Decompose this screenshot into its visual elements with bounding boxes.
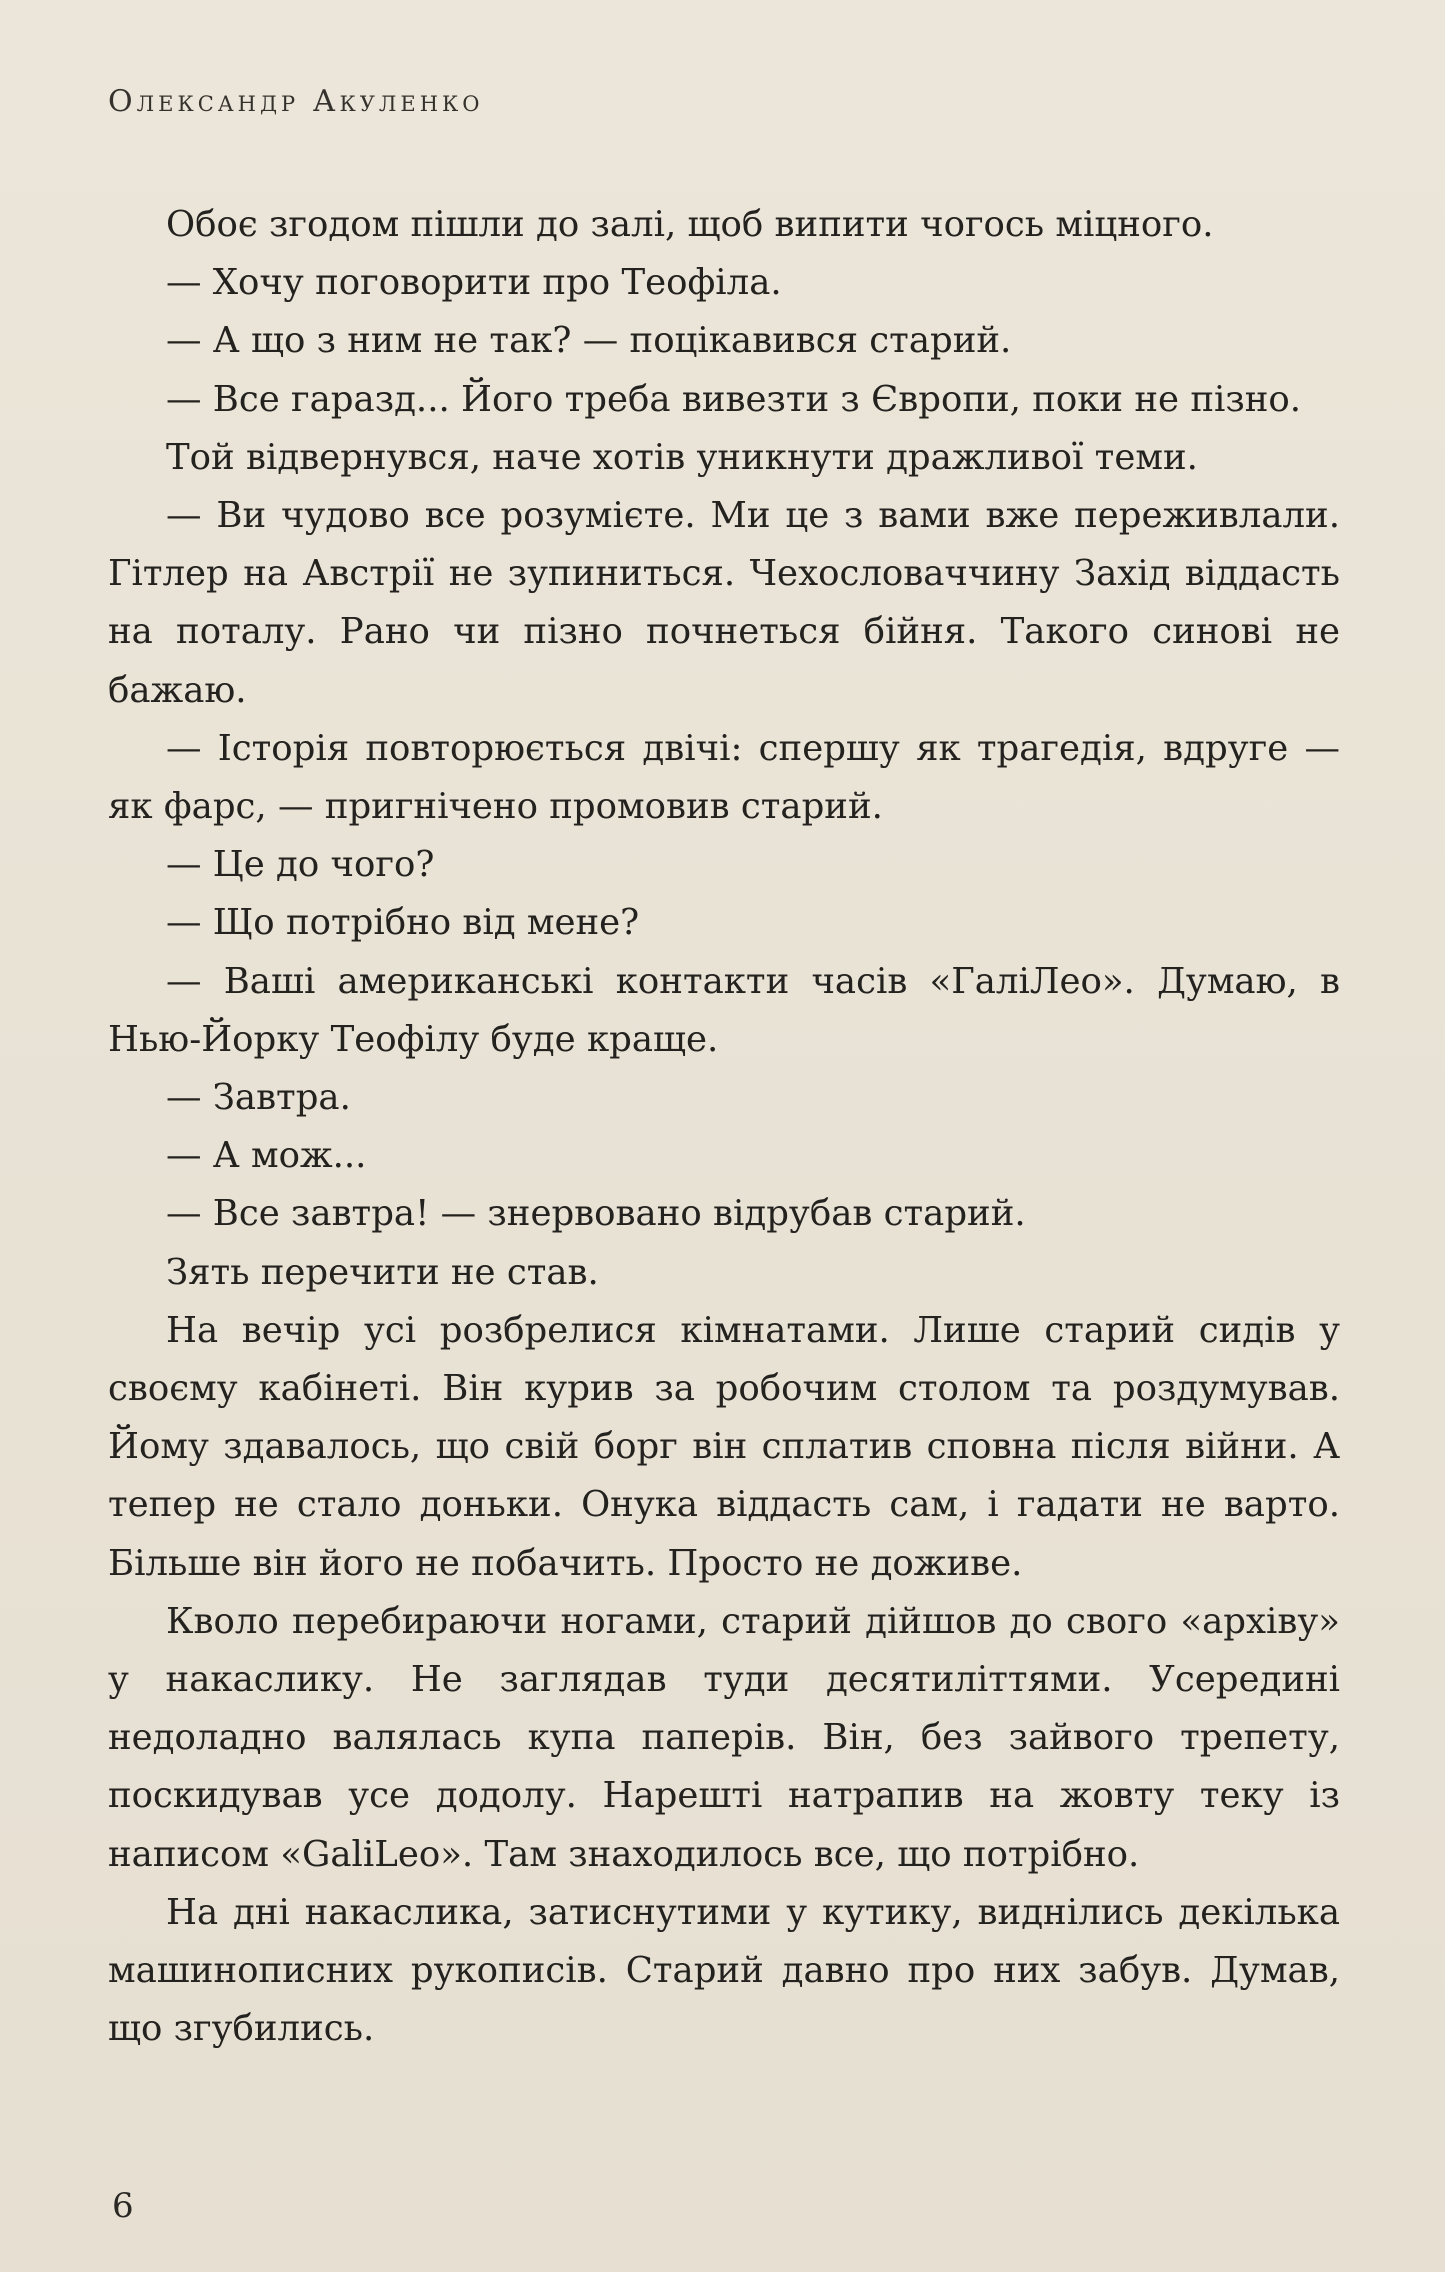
page-number: 6	[112, 2186, 134, 2226]
paragraph: Той відвернувся, наче хотів уникнути дражливої теми.	[166, 436, 1198, 478]
paragraph: — Це до чого?	[166, 844, 435, 886]
paragraph: — Історія повторюється двічі: спершу як трагедія, вдруге — як фарс, — пригнічено промовив старий.	[108, 727, 1340, 828]
paragraph: Обоє згодом пішли до залі, щоб випити чогось міцного.	[166, 204, 1214, 245]
running-head-author: Олександр Акуленко	[108, 84, 484, 119]
paragraph: Кволо перебираючи ногами, старий дійшов до свого «архіву» у накаслику. Не заглядав туди десятиліттями. Усередині недоладно валялась купа паперів. Він, без зайвого трепету, поскидував усе додолу. Нарешті натрапив на жовту теку із написом «GaliLeo». Там знаходилось все, що потрібно.	[108, 1600, 1340, 1875]
paragraph: — Все завтра! — знервовано відрубав старий.	[166, 1193, 1026, 1235]
paragraph: — Завтра.	[166, 1077, 351, 1119]
paragraph: — Все гаразд... Його треба вивезти з Європи, поки не пізно.	[166, 378, 1302, 420]
paragraph: Зять перечити не став.	[166, 1251, 599, 1293]
body-text	[108, 196, 1340, 2059]
paragraph: — Хочу поговорити про Теофіла.	[166, 262, 782, 304]
paragraph: На дні накаслика, затиснутими у кутику, виднілись декілька машинописних рукописів. Старий давно про них забув. Думав, що згубились.	[108, 1891, 1340, 2050]
paragraph: — Ви чудово все розумієте. Ми це з вами вже переживлали. Гітлер на Австрії не зупиниться. Чехословаччину Захід віддасть на поталу. Рано чи пізно почнеться бійня. Такого синові не бажаю.	[108, 495, 1340, 711]
paragraph: — А мож...	[166, 1135, 367, 1177]
paragraph: На вечір усі розбрелися кімнатами. Лише старий сидів у своєму кабінеті. Він курив за робочим столом та роздумував. Йому здавалось, що свій борг він сплатив сповна після війни. А тепер не стало доньки. Онука віддасть сам, і гадати не варто. Більше він його не побачить. Просто не доживе.	[108, 1309, 1340, 1584]
paragraph: — Ваші американські контакти часів «ГаліЛео». Думаю, в Нью-Йорку Теофілу буде краще.	[108, 960, 1340, 1060]
paragraph: — А що з ним не так? — поцікавився старий.	[166, 320, 1012, 362]
paragraph: — Що потрібно від мене?	[166, 902, 640, 944]
